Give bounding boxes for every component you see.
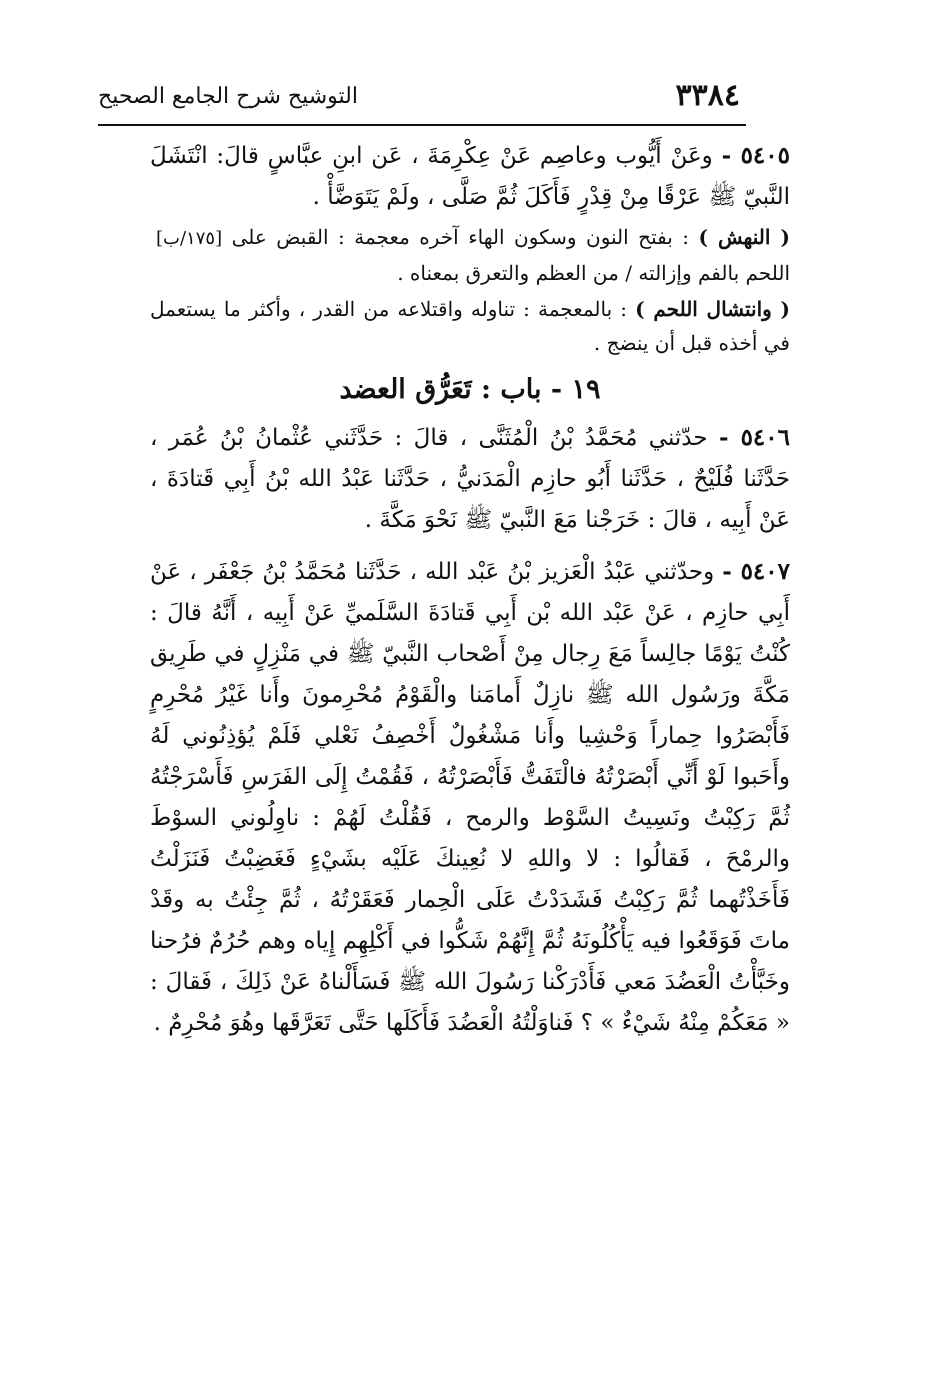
running-title: التوشيح شرح الجامع الصحيح [98, 84, 358, 109]
hadith-5405 [150, 135, 790, 218]
note-text: : بالمعجمة : تناوله واقتلاعه من القدر ، وأكثر ما يستعمل في أخذه قبل أن ينضج . [150, 297, 790, 355]
header-rule [98, 124, 746, 126]
hadith-text: حدّثني مُحَمَّدُ بْنُ الْمُثَنَّى ، قالَ : حَدَّثَني عُثْمانُ بْنُ عُمَر ، حَدَّثَنا فُلَيْحٌ ، حَدَّثَنا أَبُو حازِم الْمَدَنيُّ ، حَدَّثَنا عَبْدُ الله بْنُ أَبِي قَتادَةَ ، عَنْ أَبِيه ، قالَ : خَرَجْنا مَعَ النَّبيّ ﷺ نَحْوَ مَكَّةَ . [150, 425, 790, 533]
note-term: ( النهش ) [698, 225, 791, 249]
hadith-number: ٥٤٠٧ - [722, 558, 790, 585]
hadith-5406 [150, 417, 790, 541]
hadith-text: وحدّثني عَبْدُ الْعَزيز بْنُ عَبْد الله ، حَدَّثَنا مُحَمَّدُ بْنُ جَعْفَر ، عَنْ أَبِي حازِم ، عَنْ عَبْد الله بْن أَبِي قَتادَةَ السَّلَميِّ عَنْ أَبِيه ، أَنَّهُ قالَ : كُنْتُ يَوْمًا جالِساً مَعَ رِجال مِنْ أَصْحاب النَّبيّ ﷺ في مَنْزِلٍ في طَرِيق مَكَّةَ ورَسُول الله ﷺ نازِلٌ أَمامَنا والْقَوْمُ مُحْرِمونَ وأَنا غَيْرُ مُحْرِمٍ فَأَبْصَرُوا حِماراً وَحْشِيا وأَنا مَشْغُولٌ أَخْصِفُ نَعْلي فَلَمْ يُؤذِنُوني لَهُ وأَحَبوا لَوْ أَنِّي أَبْصَرْتُهُ فالْتَفَتُّ فَأَبْصَرْتُهُ ، فَقُمْتُ إِلَى الفَرَسِ فَأَسْرَجْتُهُ ثُمَّ رَكِبْتُ ونَسِيتُ السَّوْط والرمح ، فَقُلْتُ لَهُمْ : ناوِلُوني السوْطَ والرمْحَ ، فَقالُوا : لا واللهِ لا نُعِينكَ عَلَيْه بشَيْءٍ فَغَضِبْتُ فَنَزَلْتُ فَأَخَذْتُهما ثُمَّ رَكِبْتُ فَشَدَدْتُ عَلَى الْحِمار فَعَقَرْتُهُ ، ثُمَّ جِئْتُ به وقَدْ ماتَ فَوَقَعُوا فيه يَأْكُلُونَهُ ثُمَّ إِنَّهُمْ شَكُّوا في أَكْلِهِم إِياه وهم حُرُمٌ فرُحنا وخَبَّأْتُ الْعَضُدَ مَعي فَأَدْرَكْنا رَسُولَ الله ﷺ فَسَأَلْناهُ عَنْ ذَلِكَ ، فَقالَ : « مَعَكُمْ مِنْهُ شَيْءٌ » ؟ فَناوَلْتُهُ الْعَضُدَ فَأَكَلَها حَتَّى تَعَرَّقَها وهُوَ مُحْرِمٌ . [150, 559, 790, 1036]
hadith-5407 [150, 551, 790, 1044]
manuscript-folio-ref: [١٧٥/ب] [156, 228, 223, 249]
hadith-number: ٥٤٠٦ - [718, 424, 790, 451]
note-intishal [150, 292, 790, 360]
note-nahsh [150, 220, 790, 290]
note-text: : بفتح النون وسكون الهاء آخره معجمة : القبض على [231, 225, 690, 249]
chapter-heading: ١٩ - باب : تَعَرُّق العضد [339, 374, 601, 405]
page-number: ٣٣٨٤ [675, 78, 740, 113]
hadith-number: ٥٤٠٥ - [721, 142, 790, 169]
page-body [150, 135, 790, 1044]
note-term: ( وانتشال اللحم ) [635, 297, 791, 321]
note-text-continued: اللحم بالفم وإزالته / من العظم والتعرق بمعناه . [397, 261, 790, 285]
page-header [98, 78, 746, 124]
hadith-text: وعَنْ أَيُّوب وعاصِم عَنْ عِكْرِمَةَ ، عَن ابنِ عبَّاسٍ قالَ: انْتَشَلَ النَّبيّ ﷺ عَرْقًا مِنْ قِدْرٍ فَأَكَلَ ثُمَّ صَلَّى ، ولَمْ يَتَوَضَّأْ . [150, 143, 790, 210]
